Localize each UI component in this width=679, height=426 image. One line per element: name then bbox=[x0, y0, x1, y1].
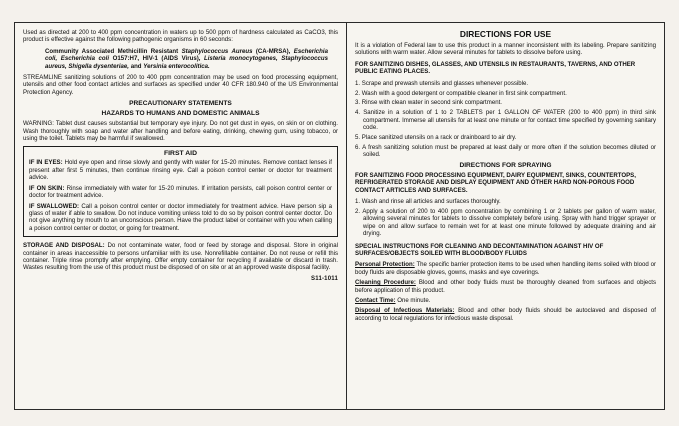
directions-for-use-heading: DIRECTIONS FOR USE bbox=[459, 29, 552, 39]
first-aid-swallowed bbox=[29, 203, 332, 233]
spraying-step-2: 2. Apply a solution of 200 to 400 ppm concentration by combining 1 or 2 tablets per gallon of warm water, allowing several minutes for tablets to dissolve completely before using. Spray with hand trigger sprayer or wipe on and allow surface to remain wet for at least one minute followed by adequate draining and air drying. bbox=[355, 207, 656, 238]
storage-disposal-heading: STORAGE AND DISPOSAL: bbox=[23, 242, 105, 250]
first-aid-swallowed-text: Call a poison control center or doctor immediately for treatment advice. Have person sip a glass of water if able to swallow. Do not induce vomiting unless told to do so by poison control center doctor. Do not give anything by mouth to an unconscious person. Have the product label or container with you when calling a poison control center or doctor, or going for treatment. bbox=[29, 202, 332, 232]
label-code: S11-1011 bbox=[311, 275, 338, 282]
hiv-contact-time-text: One minute. bbox=[395, 296, 431, 304]
first-aid-box bbox=[23, 146, 338, 237]
label-page bbox=[14, 22, 665, 410]
dishes-heading: FOR SANITIZING DISHES, GLASSES, AND UTENSILS IN RESTAURANTS, TAVERNS, AND OTHER PUBLIC EATING PLACES. bbox=[355, 60, 636, 76]
directions-for-spraying-heading: DIRECTIONS FOR SPRAYING bbox=[459, 161, 552, 169]
streamline-paragraph: STREAMLINE sanitizing solutions of 200 to 400 ppm concentration may be used on food processing equipment, utensils and other food contact articles and surfaces as specified under 40 CFR 180.940 of the US Environmental Protection Agency. bbox=[23, 74, 338, 96]
hiv-disposal bbox=[355, 307, 656, 322]
federal-law-paragraph: It is a violation of Federal law to use this product in a manner inconsistent with its labeling. Prepare sanitizing solutions with warm water. Allow several minutes for tablets to dissolve before using. bbox=[355, 42, 656, 57]
hiv-disposal-label: Disposal of Infectious Materials: bbox=[355, 307, 455, 315]
spraying-subheading: FOR SANITIZING FOOD PROCESSING EQUIPMENT, DAIRY EQUIPMENT, SINKS, COUNTERTOPS, REFRIGERATED STORAGE AND DISPLAY EQUIPMENT AND OTHER HARD NON-POROUS FOOD CONTACT ARTICLES AND SURFACES. bbox=[355, 171, 636, 194]
right-column bbox=[347, 23, 664, 409]
hiv-instructions-heading: SPECIAL INSTRUCTIONS FOR CLEANING AND DECONTAMINATION AGAINST HIV OF SURFACES/OBJECTS SOILED WITH BLOOD/BODY FLUIDS bbox=[355, 242, 604, 257]
first-aid-skin-text: Rinse immediately with water for 15-20 minutes. If irritation persists, call poison control center or doctor for treatment advice. bbox=[29, 184, 333, 200]
storage-disposal-paragraph bbox=[23, 242, 338, 272]
hiv-contact-time-label: Contact Time: bbox=[355, 296, 396, 304]
dishes-step-1: 1. Scrape and prewash utensils and glasses whenever possible. bbox=[355, 79, 529, 87]
first-aid-skin bbox=[29, 185, 332, 200]
dishes-step-5: 5. Place sanitized utensils on a rack or drainboard to air dry. bbox=[355, 134, 517, 142]
storage-disposal-text: Do not contaminate water, food or feed by storage and disposal. Store in original container in areas inaccessible to persons unfamiliar with its use. Nonrefillable container. Do not reuse or refill this container. Triple rinse promptly after emptying. Offer empty container for recycling if available or discard in trash. Wastes resulting from the use of this product must be disposed of on site or at an approved waste disposal facility. bbox=[23, 242, 338, 272]
hiv-cleaning-procedure-text: Blood and other body fluids must be thoroughly cleaned from surfaces and objects before application of this product. bbox=[355, 279, 656, 294]
dishes-step-6: 6. A fresh sanitizing solution must be prepared at least daily or more often if the solution becomes diluted or soiled. bbox=[355, 143, 656, 159]
intro-paragraph: Used as directed at 200 to 400 ppm concentration in waters up to 500 ppm of hardness calculated as CaCO3, this product is effective against the following pathogenic organisms in 60 seconds: bbox=[23, 29, 338, 44]
precautionary-statements-heading: PRECAUTIONARY STATEMENTS bbox=[129, 100, 232, 108]
warning-paragraph: WARNING: Tablet dust causes substantial but temporary eye injury. Do not get dust in eyes, on skin or on clothing. Wash thoroughly with soap and water after handling and before eating, drinking, chewing gum, using tobacco, or using the toilet. Tablets may be harmful if swallowed. bbox=[23, 120, 338, 143]
first-aid-eyes bbox=[29, 159, 332, 181]
hazards-heading: HAZARDS TO HUMANS AND DOMESTIC ANIMALS bbox=[101, 110, 260, 118]
hiv-contact-time bbox=[355, 297, 656, 304]
hiv-personal-protection-text: The specific barrier protection items to be used when handling items soiled with blood or body fluids are disposable gloves, gowns, masks and eye coverings. bbox=[355, 261, 656, 276]
dishes-step-4: 4. Sanitize in a solution of 1 to 2 TABLETS per 1 GALLON OF WATER (200 to 400 ppm) in third sink compartment. Immerse all utensils for at least one minute or for contact time specified by governing sanitary code. bbox=[355, 109, 656, 132]
hiv-cleaning-procedure bbox=[355, 279, 656, 294]
left-column bbox=[15, 23, 347, 409]
organism-list: Community Associated Methicillin Resistant Staphylococcus Aureus (CA-MRSA), Escherichia coli, Escherichia coli O157:H7, HIV-1 (AIDS Virus), Listeria monocytogenes, Staphylococcus aureus, Shigella dysenteriae, and Yersinia enterocolitica. bbox=[45, 47, 328, 70]
dishes-step-3: 3. Rinse with clean water in second sink compartment. bbox=[355, 99, 502, 107]
dishes-step-2: 2. Wash with a good detergent or compatible cleaner in first sink compartment. bbox=[355, 89, 567, 97]
hiv-personal-protection-label: Personal Protection: bbox=[355, 261, 415, 269]
first-aid-eyes-label: IF IN EYES: bbox=[29, 159, 63, 167]
hiv-disposal-text: Blood and other body fluids should be autoclaved and disposed of according to local regulations for infectious waste disposal. bbox=[355, 307, 656, 322]
hiv-cleaning-procedure-label: Cleaning Procedure: bbox=[355, 279, 416, 287]
first-aid-skin-label: IF ON SKIN: bbox=[29, 184, 65, 192]
spraying-step-1: 1. Wash and rinse all articles and surfaces thoroughly. bbox=[355, 198, 501, 205]
first-aid-title: FIRST AID bbox=[164, 150, 197, 158]
hiv-personal-protection bbox=[355, 261, 656, 276]
first-aid-eyes-text: Hold eye open and rinse slowly and gently with water for 15-20 minutes. Remove contact lenses if present after first 5 minutes, then continue rinsing eye. Call a poison control center or doctor for treatment advice. bbox=[29, 159, 332, 182]
first-aid-swallowed-label: IF SWALLOWED: bbox=[29, 202, 80, 210]
